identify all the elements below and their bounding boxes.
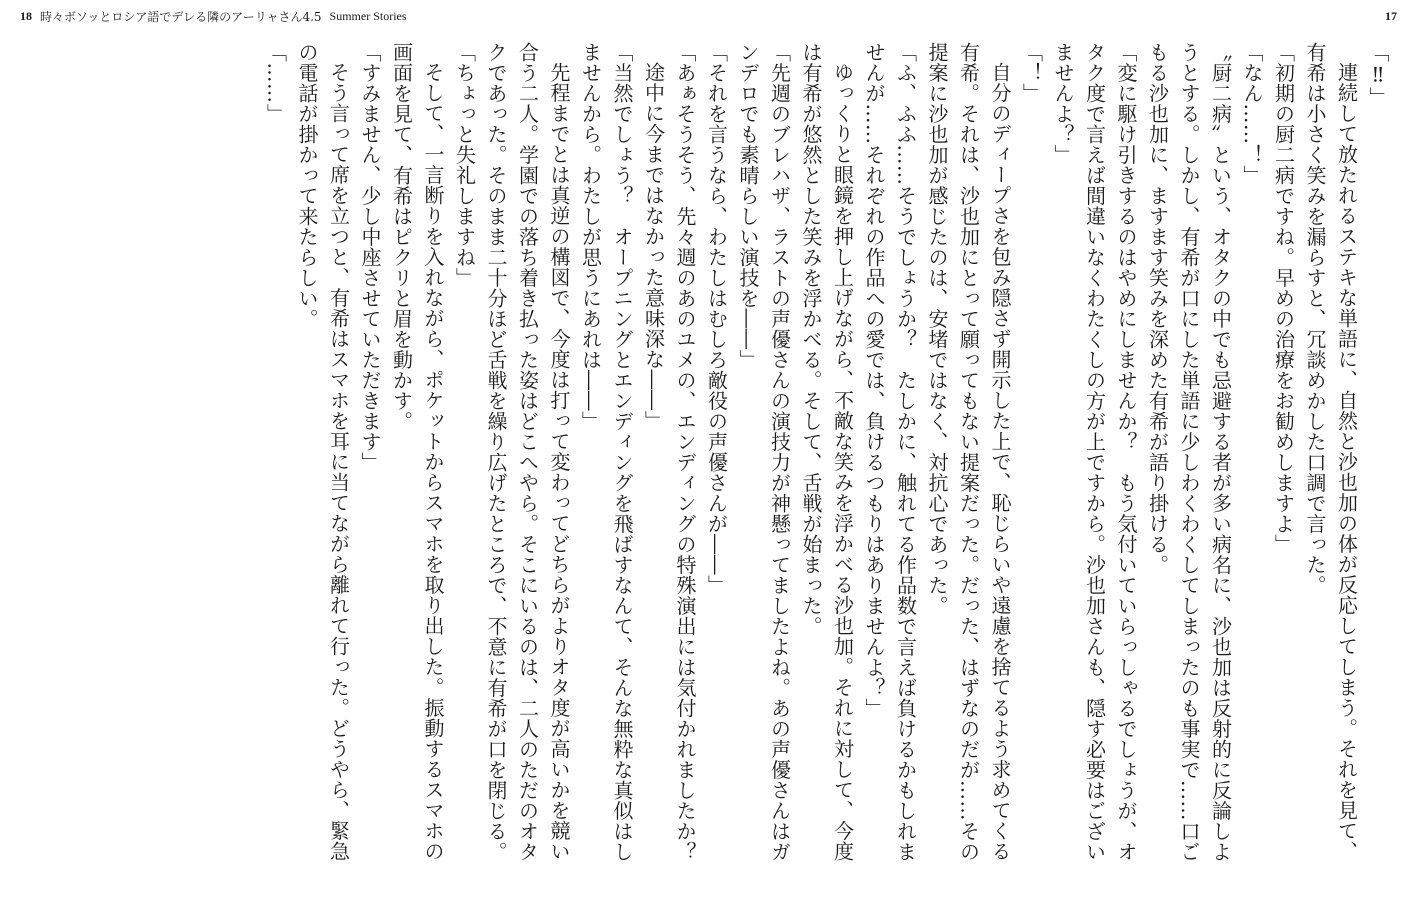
text-line: 画面を見て、有希はピクリと眉を動かす。	[389, 42, 414, 432]
text-line: 「‼」	[1366, 42, 1390, 108]
text-line: 「なん……！」	[1240, 42, 1264, 186]
text-line: 連続して放たれるステキな単語に、自然と沙也加の体が反応してしまう。それを見て、	[1334, 62, 1359, 862]
text-line: 「……」	[263, 42, 288, 124]
text-line: 自分のディープさを包み隠さず開示した上で、恥じらいや遠慮を捨てるよう求めてくる	[988, 62, 1012, 862]
text-line: ゆっくりと眼鏡を押し上げながら、不敵な笑みを浮かべる沙也加。それに対して、今度	[830, 62, 855, 862]
text-line: 「あぁそうそう、先々週のあのユメの、エンディングの特殊演出には気付かれましたか？	[673, 42, 697, 862]
running-header-right	[1385, 6, 1397, 26]
text-line: 提案に沙也加が感じたのは、安堵ではなく、対抗心であった。	[925, 42, 949, 616]
text-line: 「当然でしょう？ オープニングとエンディングを飛ばすなんて、そんな無粋な真似はし	[610, 42, 634, 862]
text-line: もる沙也加に、ますます笑みを深めた有希が語り掛ける。	[1145, 42, 1170, 575]
text-line: 「変に駆け引きするのはやめにしませんか？ もう気付いていらっしゃるでしょうが、オ	[1114, 42, 1138, 862]
text-line: そして、一言断りを入れながら、ポケットからスマホを取り出した。振動するスマホの	[421, 62, 445, 862]
text-line: 「初期の厨二病ですね。早めの治療をお勧めしますよ」	[1271, 42, 1296, 555]
text-line: 「先週のブレハザ、ラストの声優さんの演技力が神懸ってましたよね。あの声優さんはガ	[767, 42, 792, 862]
text-line: の電話が掛かって来たらしい。	[295, 42, 319, 329]
text-line: 〝厨二病〟という、オタクの中でも忌避する者が多い病名に、沙也加は反射的に反論しよ	[1208, 42, 1233, 862]
text-line: ンデロでも素晴らしい演技を――」	[736, 42, 760, 370]
page-number-left: 18	[20, 8, 32, 23]
text-line: 「！」	[1019, 42, 1044, 104]
text-line: ませんから。わたしが思うにあれは――」	[578, 42, 603, 432]
text-line: 有希。それは、沙也加にとって願ってもない提案だった。だった、はずなのだが……その	[956, 42, 981, 862]
text-line: 「すみません、少し中座させていただきます」	[358, 42, 382, 473]
text-line: 「それを言うなら、わたしはむしろ敵役の声優さんが――」	[704, 42, 729, 596]
text-line: クであった。そのまま二十分ほど舌戦を繰り広げたところで、不意に有希が口を閉じる。	[484, 42, 508, 862]
book-title: 時々ボソッとロシア語でデレる隣のアーリャさん4.5	[40, 9, 322, 24]
text-line: タク度で言えば間違いなくわたくしの方が上ですから。沙也加さんも、隠す必要はござい	[1082, 42, 1107, 862]
text-line: そう言って席を立つと、有希はスマホを耳に当てながら離れて行った。どうやら、緊急	[326, 62, 351, 862]
text-line: は有希が悠然とした笑みを浮かべる。そして、舌戦が始まった。	[799, 42, 823, 637]
vertical-text-body	[20, 42, 1393, 897]
text-line: ませんよ？」	[1051, 42, 1075, 165]
series-title: Summer Stories	[329, 8, 407, 23]
text-line: 途中に今まではなかった意味深な――」	[641, 62, 666, 431]
text-line: うとする。しかし、有希が口にした単語に少しわくわくしてしまったのも事実で……口ご	[1177, 42, 1201, 862]
text-line: 有希は小さく笑みを漏らすと、冗談めかした口調で言った。	[1303, 42, 1327, 596]
text-line: 先程までとは真逆の構図で、今度は打って変わってどちらがよりオタ度が高いかを競い	[547, 62, 571, 862]
text-line: 合う二人。学園での落ち着き払った姿はどこへやら。そこにいるのは、二人のただのオタ	[515, 42, 540, 862]
text-line: 「ふ、ふふ……そうでしょうか？ たしかに、触れてる作品数で言えば負けるかもしれま	[893, 42, 918, 862]
running-header-left	[20, 6, 407, 26]
text-line: 「ちょっと失礼しますね」	[452, 42, 477, 288]
text-line: せんが……それぞれの作品への愛では、負けるつもりはありませんよ？」	[862, 42, 886, 719]
page-number-right: 17	[1385, 8, 1397, 23]
